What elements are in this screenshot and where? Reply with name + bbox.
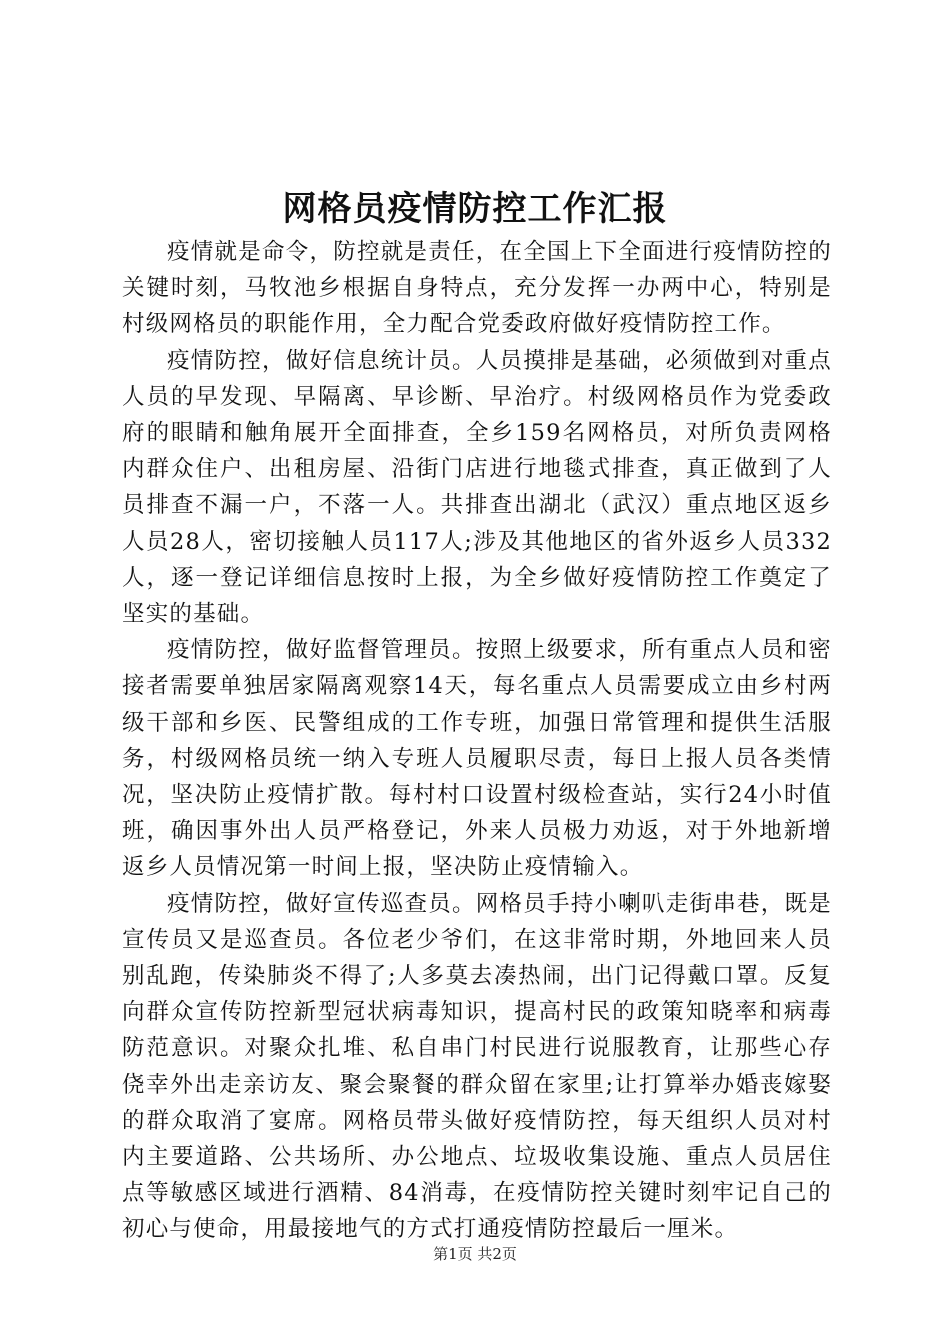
- paragraph-supervision: 疫情防控，做好监督管理员。按照上级要求，所有重点人员和密接者需要单独居家隔离观察14天，每名重点人员需要成立由乡村两级干部和乡医、民警组成的工作专班，加强日常管理和提供生活服务，村级网格员统一纳入专班人员履职尽责，每日上报人员各类情况，坚决防止疫情扩散。每村村口设置村级检查站，实行24小时值班，确因事外出人员严格登记，外来人员极力劝返，对于外地新增返乡人员情况第一时间上报，坚决防止疫情输入。: [122, 637, 832, 881]
- paragraph-intro: 疫情就是命令，防控就是责任，在全国上下全面进行疫情防控的关键时刻，马牧池乡根据自身特点，充分发挥一办两中心，特别是村级网格员的职能作用，全力配合党委政府做好疫情防控工作。: [122, 239, 832, 338]
- page-number-footer: 第1页 共2页: [433, 1245, 517, 1263]
- paragraph-info-statistics: 疫情防控，做好信息统计员。人员摸排是基础，必须做到对重点人员的早发现、早隔离、早诊断、早治疗。村级网格员作为党委政府的眼睛和触角展开全面排查，全乡159名网格员，对所负责网格内群众住户、出租房屋、沿街门店进行地毯式排查，真正做到了人员排查不漏一户，不落一人。共排查出湖北（武汉）重点地区返乡人员28人，密切接触人员117人;涉及其他地区的省外返乡人员332人，逐一登记详细信息按时上报，为全乡做好疫情防控工作奠定了坚实的基础。: [122, 347, 832, 628]
- paragraph-publicity-patrol: 疫情防控，做好宣传巡查员。网格员手持小喇叭走街串巷，既是宣传员又是巡查员。各位老少爷们，在这非常时期，外地回来人员别乱跑，传染肺炎不得了;人多莫去凑热闹，出门记得戴口罩。反复向群众宣传防控新型冠状病毒知识，提高村民的政策知晓率和病毒防范意识。对聚众扎堆、私自串门村民进行说服教育，让那些心存侥幸外出走亲访友、聚会聚餐的群众留在家里;让打算举办婚丧嫁娶的群众取消了宴席。网格员带头做好疫情防控，每天组织人员对村内主要道路、公共场所、办公地点、垃圾收集设施、重点人员居住点等敏感区域进行酒精、84消毒，在疫情防控关键时刻牢记自己的初心与使命，用最接地气的方式打通疫情防控最后一厘米。: [122, 890, 832, 1243]
- document-title: 网格员疫情防控工作汇报: [282, 189, 668, 229]
- document-body: [122, 234, 832, 1248]
